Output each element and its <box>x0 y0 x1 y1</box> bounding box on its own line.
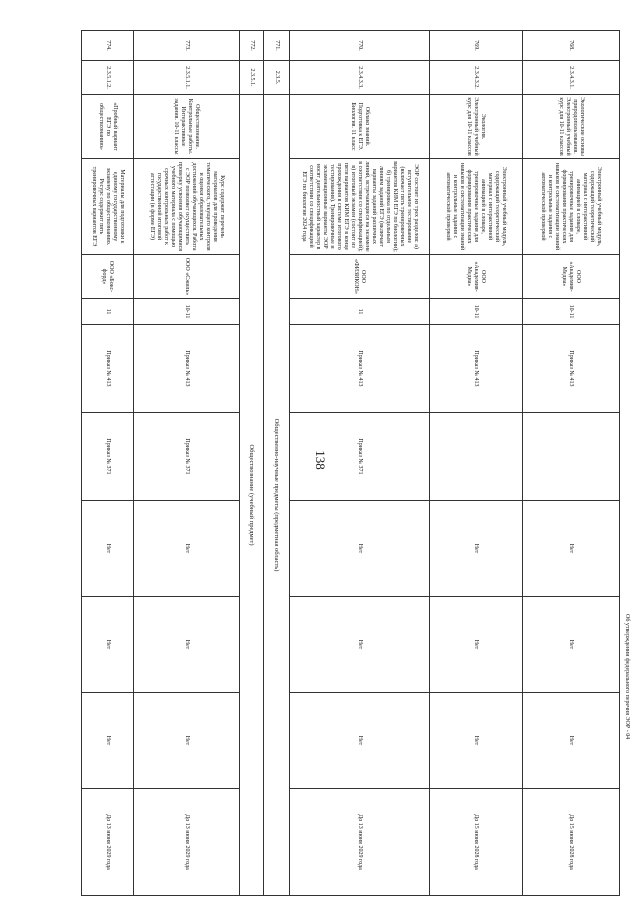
order-413: Приказ № 413 <box>82 325 134 413</box>
resource-organization: ООО «ФИЗИКОН» <box>290 255 430 299</box>
row-code: 2.3.4.3.1. <box>523 61 620 95</box>
criterion-3: Нет <box>523 693 620 789</box>
row-code: 2.3.4.3.3. <box>290 61 430 95</box>
table-row <box>430 31 523 896</box>
section-row <box>264 31 290 896</box>
order-413: Приказ № 413 <box>430 325 523 413</box>
resource-grades: 11 <box>82 299 134 325</box>
resource-name: Экологические основы природопользования. Электронный учебный курс для 10-11 классов <box>523 95 620 159</box>
resource-organization: ООО «Академия-Медиа» <box>523 255 620 299</box>
section-title: Обществознание (учебный предмет) <box>240 95 264 896</box>
order-371 <box>523 413 620 501</box>
row-number: 773. <box>134 31 240 61</box>
table-row <box>290 31 430 896</box>
resource-grades: 10-11 <box>430 299 523 325</box>
criterion-1: Нет <box>523 501 620 597</box>
resource-description: Электронный учебный модуль, содержащий теоретический материал с интерактивной анимацией в словаре, тренировочные задания для формирования практических навыков и систематизации знаний и контрольные задания с автоматической проверкой <box>523 159 620 255</box>
row-number: 769. <box>430 31 523 61</box>
row-code: 2.3.4.3.2. <box>430 61 523 95</box>
resource-organization: ООО «Академия-Медиа» <box>430 255 523 299</box>
table-row <box>523 31 620 896</box>
resource-name: Облако знаний. Подготовка к ЕГЭ. Биология. 11 класс <box>290 95 430 159</box>
criterion-1: Нет <box>290 501 430 597</box>
row-number: 774. <box>82 31 134 61</box>
resource-description: ЭОР состоит из трех разделов: а) вступительное тестирование (включает пять тренировочных вариантов КИМ ЕГЭ по биологии); б) тренировка по отдельным линиям заданий ЕГЭ (включает варианты заданий различных линий, встречающиеся на экзамене в соответствии со спецификацией); в) итоговый экзамен (состоит из пяти вариантов КИМ ЕГЭ в конце прохождения в системе итогового тестирования). Тренировочные и экзаменационные варианты ЭОР носят деятельностный характер в соответствии со спецификацией ЕГЭ по биологии 2024 года <box>290 159 430 255</box>
row-number: 770. <box>290 31 430 61</box>
criterion-1: Нет <box>134 501 240 597</box>
resource-grades: 11 <box>290 299 430 325</box>
order-413: Приказ № 413 <box>523 325 620 413</box>
resource-description: Материалы для подготовки к единому государственному экзамену по обществознанию. Ресурс содержит пять тренировочных вариантов ЕГЭ <box>82 159 134 255</box>
criterion-3: Нет <box>82 693 134 789</box>
criterion-2: Нет <box>134 597 240 693</box>
resource-name: Экология. Электронный учебный курс для 10-11 классов <box>430 95 523 159</box>
row-code: 2.3.5.1. <box>240 61 264 95</box>
valid-until: До 13 июня 2029 года <box>134 789 240 896</box>
order-413: Приказ № 413 <box>134 325 240 413</box>
order-371: Приказ № 371 <box>290 413 430 501</box>
order-371: Приказ № 371 <box>82 413 134 501</box>
table-row <box>82 31 134 896</box>
criterion-2: Нет <box>290 597 430 693</box>
valid-until: До 13 июня 2029 года <box>82 789 134 896</box>
criterion-2: Нет <box>523 597 620 693</box>
criterion-3: Нет <box>134 693 240 789</box>
resource-organization: ООО «Сжиль» <box>134 255 240 299</box>
row-number: 772. <box>240 31 264 61</box>
resource-description: Электронный учебный модуль, содержащий теоретический материал с интерактивной анимацией в словаре, тренировочные задания для формирования практических навыков и систематизации знаний и контрольные задания с автоматической проверкой <box>430 159 523 255</box>
resource-name: «Пробный вариант ЕГЭ по обществознанию» <box>82 95 134 159</box>
order-371 <box>430 413 523 501</box>
criterion-2: Нет <box>430 597 523 693</box>
row-code: 2.3.5.1.1. <box>134 61 240 95</box>
row-number: 768. <box>523 31 620 61</box>
criterion-3: Нет <box>430 693 523 789</box>
valid-until: До 15 июня 2028 года <box>523 789 620 896</box>
valid-until: До 15 июня 2028 года <box>430 789 523 896</box>
page-number: 138 <box>313 450 328 470</box>
table-row <box>134 31 240 896</box>
footnote: Об утверждении федерального перечня ЭОР - 04 <box>624 614 630 740</box>
order-371: Приказ № 371 <box>134 413 240 501</box>
criterion-1: Нет <box>430 501 523 597</box>
resource-name: Обществознание. Контрольные работы. Интерактивные задания. 10-11 классы <box>134 95 240 159</box>
criterion-1: Нет <box>82 501 134 597</box>
resource-grades: 10-11 <box>134 299 240 325</box>
resource-organization: ООО «Бокс-форд» <box>82 255 134 299</box>
register-table-wrapper <box>51 30 620 895</box>
row-code: 2.3.5. <box>264 61 290 95</box>
row-number: 771. <box>264 31 290 61</box>
criterion-2: Нет <box>82 597 134 693</box>
register-table <box>81 30 620 896</box>
criterion-3: Нет <box>290 693 430 789</box>
resource-grades: 10-11 <box>523 299 620 325</box>
row-code: 2.3.5.1.2. <box>82 61 134 95</box>
valid-until: До 13 июня 2029 года <box>290 789 430 896</box>
section-row <box>240 31 264 896</box>
section-title: Общественно-научные предметы (предметная область) <box>264 95 290 896</box>
order-413: Приказ № 413 <box>290 325 430 413</box>
resource-description: Курс содержит перечень материалов для проведения тематического, текущего контроля и оценки образовательных достижений обучающихся. Работа с ЭОР позволяет осуществить проверку усвоения обучающимися учебного материала с помощью срочных контрольных работ к государственной итоговой аттестации (в форме ЕГЭ) <box>134 159 240 255</box>
